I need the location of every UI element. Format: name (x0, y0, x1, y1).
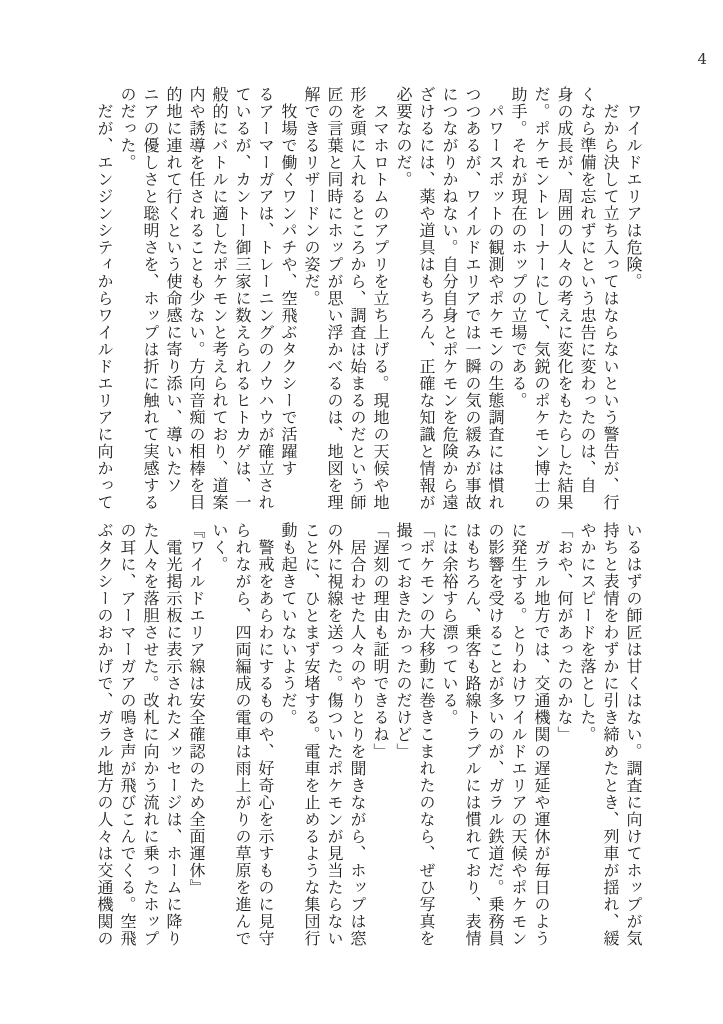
text-line: 牧場で働くワンパチや、空飛ぶタクシーで活躍す (279, 86, 298, 477)
text-line: 「ポケモンの大移動に巻きこまれたのなら、ぜひ写真を (417, 522, 436, 947)
page-number: 4 (697, 50, 707, 68)
text-line: のだった。 (118, 86, 137, 171)
text-line: 必要なのだ。 (394, 86, 413, 188)
text-line: ぶタクシーのおかげで、ガラル地方の人々は交通機関の (95, 522, 114, 947)
text-line: 身の成長が、周囲の人々の考えに変化をもたらした結果 (555, 86, 574, 511)
text-block-top (93, 86, 645, 518)
text-block-bottom (93, 522, 645, 954)
text-line: だから決して立ち入ってはならないという警告が、行 (601, 86, 620, 511)
text-line: 内や誘導を任されることも少ない。方向音痴の相棒を目 (187, 86, 206, 511)
text-line: 持ちと表情をわずかに引き締めたとき、列車が揺れ、緩 (601, 522, 620, 947)
text-line: ワイルドエリアは危険。 (624, 86, 643, 290)
text-line: 形を頭に入れるところから、調査は始まるのだという師 (348, 86, 367, 511)
text-line: ているが、カントー御三家に数えられるヒトカゲは、一 (233, 86, 252, 511)
text-line: の外に視線を送った。傷ついたポケモンが見当たらない (325, 522, 344, 947)
text-line: だ。ポケモントレーナーにして、気鋭のポケモン博士の (532, 86, 551, 511)
text-line: ニアの優しさと聡明さを、ホップは折に触れて実感する (141, 86, 160, 511)
text-line: 動も起きていないようだ。 (279, 522, 298, 726)
text-line: 匠の言葉と同時にホップが思い浮かべるのは、地図を理 (325, 86, 344, 511)
text-line: くなら準備を忘れずにという忠告に変わったのは、自 (578, 86, 597, 494)
text-line: につながりかねない。自分自身とポケモンを危険から遠 (440, 86, 459, 511)
text-line: 電光掲示板に表示されたメッセージは、ホームに降り (164, 522, 183, 947)
text-line: ざけるには、薬や道具はもちろん、正確な知識と情報が (417, 86, 436, 511)
text-line: 「おや、何があったのかな」 (555, 522, 574, 743)
text-line: られながら、四両編成の電車は雨上がりの草原を進んで (233, 522, 252, 947)
text-line: パワースポットの観測やポケモンの生態調査には慣れ (486, 86, 505, 511)
text-line: 助手。それが現在のホップの立場である。 (509, 86, 528, 409)
text-line: た人々を落胆させた。改札に向かう流れに乗ったホップ (141, 522, 160, 947)
text-line: の耳に、アーマーガアの鳴き声が飛びこんでくる。空飛 (118, 522, 137, 947)
text-line: はもちろん、乗客も路線トラブルには慣れており、表情 (463, 522, 482, 947)
text-line: いるはずの師匠は甘くはない。調査に向けてホップが気 (624, 522, 643, 947)
text-line: に発生する。とりわけワイルドエリアの天候やポケモン (509, 522, 528, 947)
text-line: いく。 (210, 522, 229, 573)
text-line: るアーマーガアは、トレーニングのノウハウが確立され (256, 86, 275, 511)
text-line: 『ワイルドエリア線は安全確認のため全面運休』 (187, 522, 206, 896)
text-line: 居合わせた人々のやりとりを聞きながら、ホップは窓 (348, 522, 367, 947)
text-line: 警戒をあらわにするものや、好奇心を示すものに見守 (256, 522, 275, 947)
text-line: やかにスピードを落とした。 (578, 522, 597, 743)
text-line: 撮っておきたかったのだけど」 (394, 522, 413, 760)
text-line: スマホロトムのアプリを立ち上げる。現地の天候や地 (371, 86, 390, 511)
text-line: の影響を受けることが多いのが、ガラル鉄道だ。乗務員 (486, 522, 505, 947)
text-line: 般的にバトルに適したポケモンと考えられており、道案 (210, 86, 229, 511)
text-line: つつあるが、ワイルドエリアでは一瞬の気の緩みが事故 (463, 86, 482, 511)
text-line: だが、エンジンシティからワイルドエリアに向かって (95, 86, 114, 511)
text-line: ガラル地方では、交通機関の遅延や運休が毎日のよう (532, 522, 551, 947)
text-line: 的地に連れて行くという使命感に寄り添い、導いたソ (164, 86, 183, 494)
text-line: には余裕すら漂っている。 (440, 522, 459, 726)
text-line: ことに、ひとまず安堵する。電車を止めるような集団行 (302, 522, 321, 947)
text-line: 「遅刻の理由も証明できるね」 (371, 522, 390, 760)
text-line: 解できるリザードンの姿だ。 (302, 86, 321, 307)
